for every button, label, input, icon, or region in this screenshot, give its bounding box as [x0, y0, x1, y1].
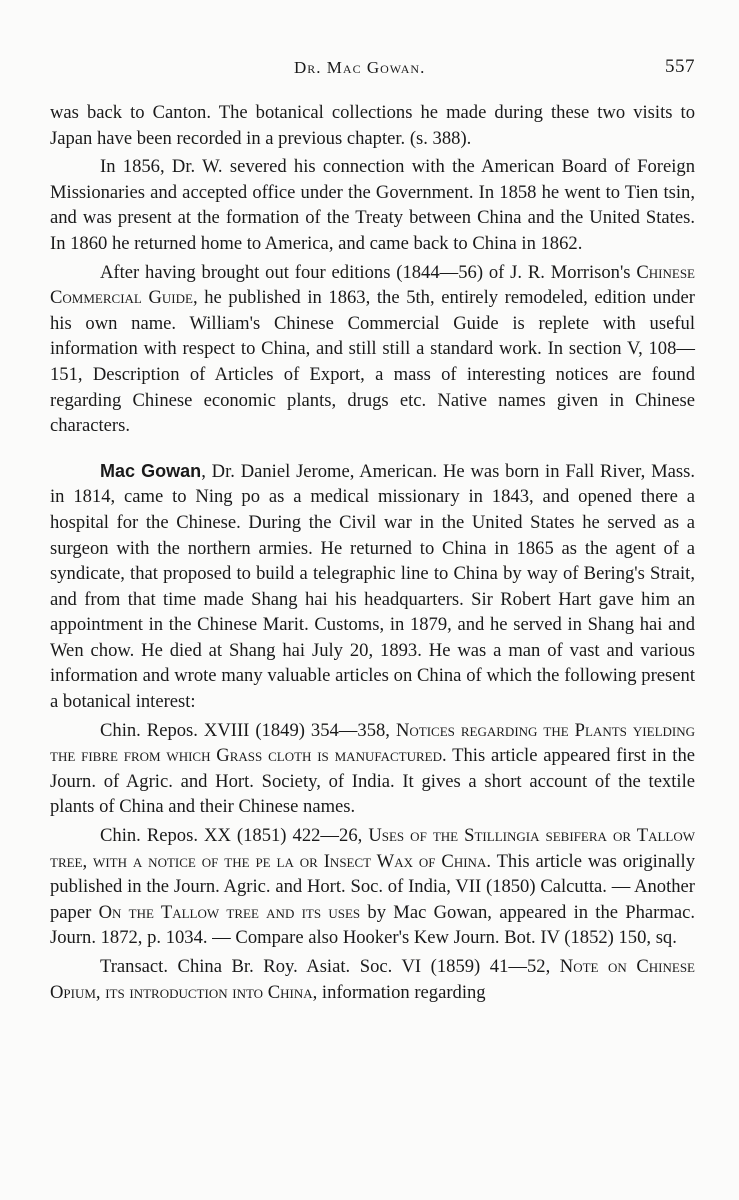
article-title: On the Tallow tree and its uses — [98, 901, 361, 923]
page-number: 557 — [665, 56, 695, 77]
reference-text: . This article appeared first in the Journ. of Agric. and Hort. Society, of India. It gives a short account of the textile plants of China and their Chinese names. — [50, 745, 695, 818]
reference-tallow-tree — [50, 823, 695, 951]
page-header — [50, 58, 695, 86]
entry-headword: Mac Gowan — [100, 460, 202, 481]
paragraph-text: , he published in 1863, the 5th, entirely remodeled, edition under his own name. William's Chinese Commercial Guide is replete with useful information with respect to China, and still still a standard work. In section V, 108—151, Description of Articles of Export, a mass of interesting notices are found regarding Chinese economic plants, drugs etc. Native names given in Chinese characters. — [50, 287, 695, 437]
biography-entry — [50, 459, 695, 715]
book-title: Chinese Commercial Guide — [50, 261, 695, 309]
reference-text: , information regarding — [312, 981, 486, 1003]
reference-text: by Mac Gowan, appeared in the Pharmac. Journ. 1872, p. 1034. — Compare also Hooker's Kew Journ. Bot. IV (1852) 150, sq. — [50, 901, 695, 949]
reference-citation: Transact. China Br. Roy. Asiat. Soc. VI (1859) 41—52, — [100, 956, 560, 977]
reference-text: . This article was originally published in the Journ. Agric. and Hort. Soc. of India, VII (1850) Calcutta. — Another paper — [50, 850, 696, 923]
reference-grass-cloth — [50, 718, 695, 820]
paragraph-commercial-guide — [50, 260, 695, 439]
reference-citation: Chin. Repos. XX (1851) 422—26, — [100, 825, 369, 847]
paragraph-government-office: In 1856, Dr. W. severed his connection with the American Board of Foreign Missionaries and accepted office under the Government. In 1858 he went to Tien tsin, and was present at the formation of the Treaty between China and the United States. In 1860 he returned home to America, and came back to China in 1862. — [50, 156, 695, 254]
paragraph-text: After having brought out four editions (1844—56) of J. R. Morrison's — [100, 261, 637, 283]
paragraph-japan-visits: was back to Canton. The botanical collections he made during these two visits to Japan have been recorded in a previous chapter. (s. 388). — [50, 102, 695, 149]
reference-citation: Chin. Repos. XVIII (1849) 354—358, — [100, 719, 396, 741]
page-body — [50, 100, 695, 1005]
running-head: Dr. Mac Gowan. — [294, 58, 426, 77]
article-title: Note on Chinese Opium, its introduction into China — [50, 956, 695, 1003]
article-title: Notices regarding the Plants yielding the fibre from which Grass cloth is manufactured — [50, 719, 696, 767]
reference-opium — [50, 954, 695, 1005]
entry-text: , Dr. Daniel Jerome, American. He was born in Fall River, Mass. in 1814, came to Ning po as a medical missionary in 1843, and opened there a hospital for the Chinese. During the Civil war in the United States he served as a surgeon with the northern armies. He returned to China in 1865 as the agent of a syndicate, that proposed to build a telegraphic line to China by way of Bering's Strait, and from that time made Shang hai his headquarters. Sir Robert Hart gave him an appointment in the Chinese Marit. Customs, in 1879, and he served in Shang hai and Wen chow. He died at Shang hai July 20, 1893. He was a man of vast and various information and wrote many valuable articles on China of which the following present a botanical interest: — [50, 460, 695, 713]
article-title: Uses of the Stillingia sebifera or Tallow tree, with a notice of the pe la or Insect Wax of China — [50, 825, 695, 872]
